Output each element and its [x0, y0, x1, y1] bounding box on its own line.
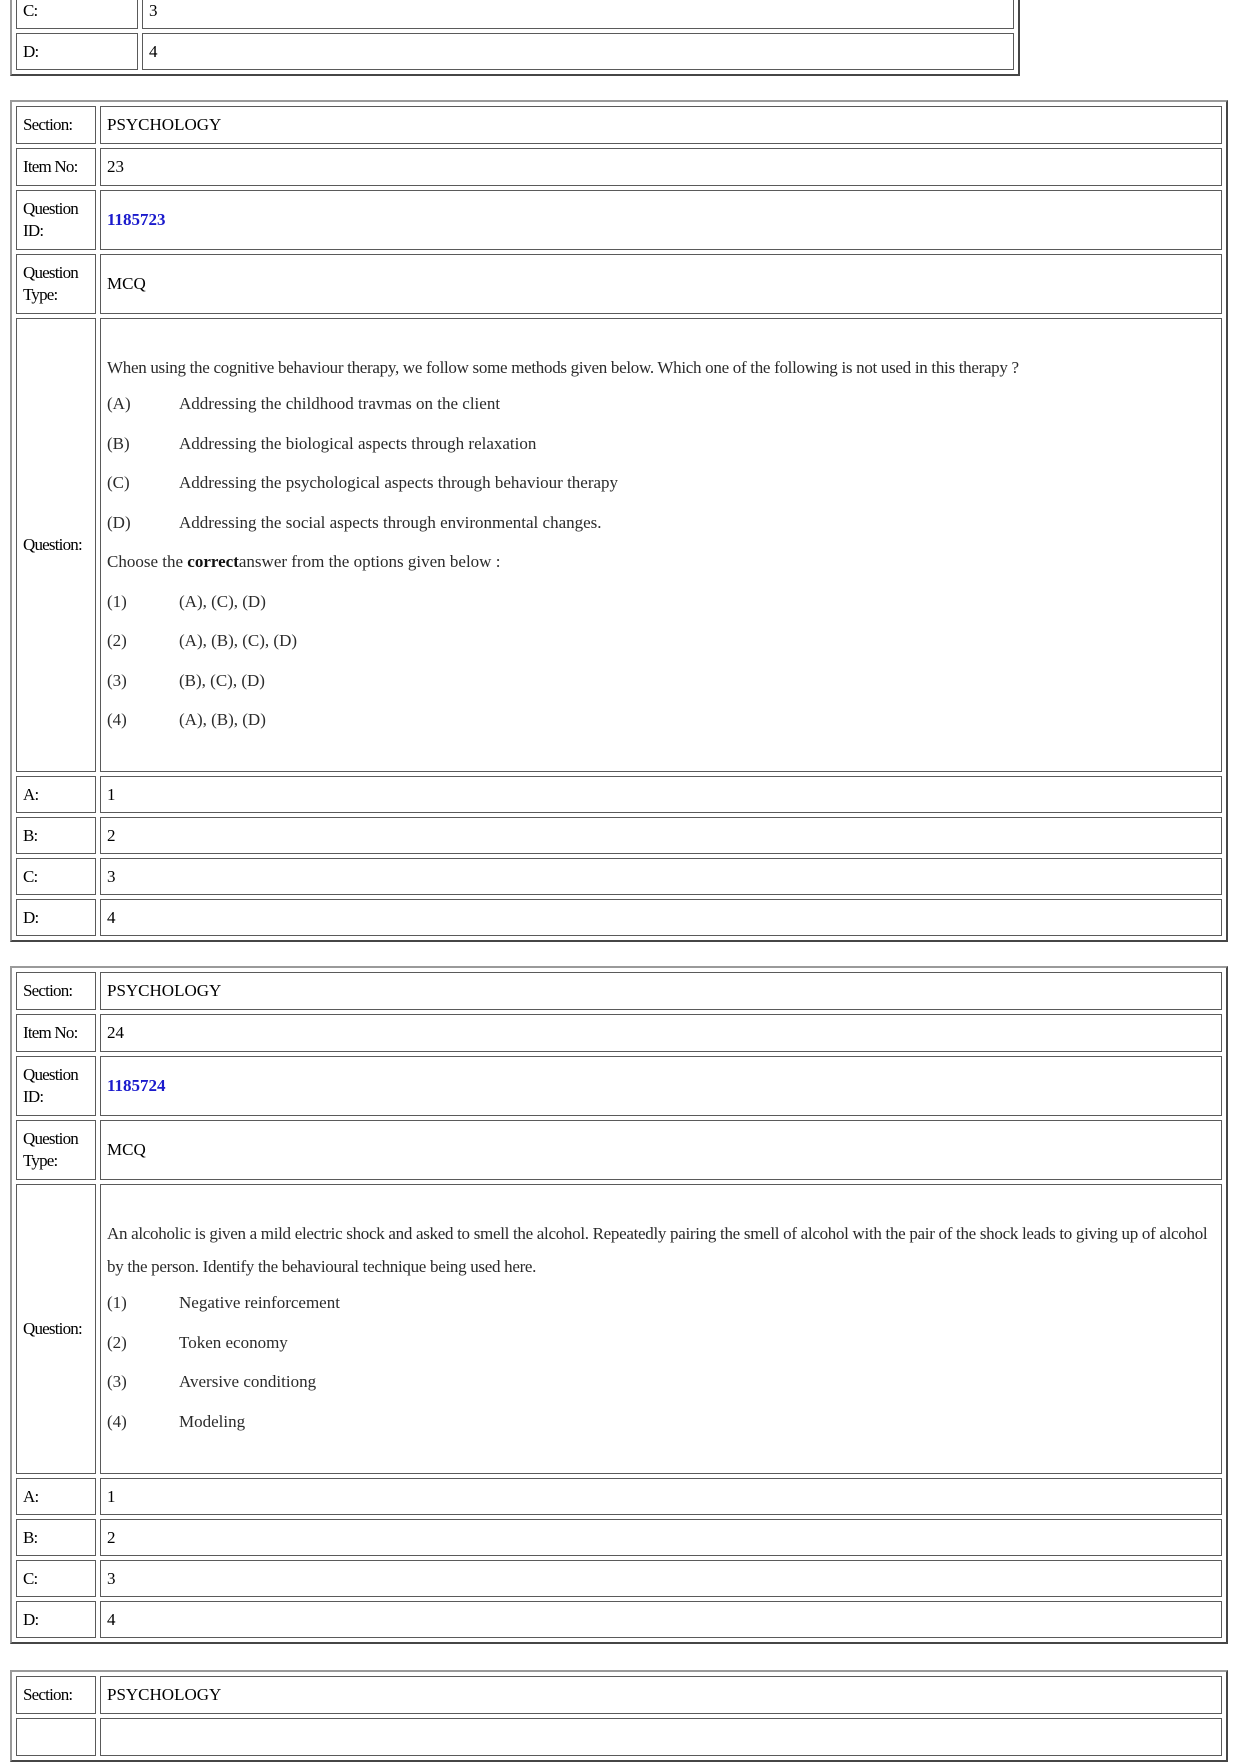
prev-question-table — [10, 0, 1020, 76]
option-row-d — [16, 899, 1222, 936]
question-id-row — [16, 190, 1222, 250]
statement-b: (B) Addressing the biological aspects through relaxation — [107, 433, 537, 453]
item-no-label: Item No: — [16, 148, 96, 186]
item-no-row — [16, 1718, 1222, 1756]
option-d-value: 4 — [100, 1601, 1222, 1638]
item-no-label — [16, 1718, 96, 1756]
question-label: Question: — [16, 1184, 96, 1474]
question-type-row — [16, 1120, 1222, 1180]
section-value: PSYCHOLOGY — [100, 106, 1222, 144]
item-no-value: 23 — [100, 148, 1222, 186]
option-row-d — [16, 33, 1014, 70]
instruction-bold: correct — [187, 552, 239, 571]
question-row — [16, 318, 1222, 772]
question-id-label: Question ID: — [16, 190, 96, 250]
item-no-value — [100, 1718, 1222, 1756]
question-type-label: Question Type: — [16, 254, 96, 314]
question-type-label: Question Type: — [16, 1120, 96, 1180]
choice-1: (1) (A), (C), (D) — [107, 591, 266, 611]
section-row — [16, 106, 1222, 144]
question-id-label: Question ID: — [16, 1056, 96, 1116]
option-c-value: 3 — [100, 858, 1222, 895]
question-table-25 — [10, 1670, 1228, 1762]
option-d-value: 4 — [100, 899, 1222, 936]
question-stem: When using the cognitive behaviour therapy, we follow some methods given below. Which one of the following is not used in this therapy ? — [107, 357, 1019, 377]
choice-3: (3) Aversive conditiong — [107, 1372, 317, 1392]
option-d-value: 4 — [142, 33, 1014, 70]
choice-3: (3) (B), (C), (D) — [107, 670, 265, 690]
option-row-c — [16, 858, 1222, 895]
question-type-row — [16, 254, 1222, 314]
statement-c: (C) Addressing the psychological aspects through behaviour therapy — [107, 473, 619, 492]
option-c-label: C: — [16, 858, 96, 895]
option-row-b — [16, 1519, 1222, 1556]
option-c-label: C: — [16, 0, 138, 29]
question-id-value: 1185724 — [100, 1056, 1222, 1116]
option-a-value: 1 — [100, 1478, 1222, 1515]
question-table-23 — [10, 100, 1228, 942]
option-row-c — [16, 1560, 1222, 1597]
option-row-b — [16, 817, 1222, 854]
option-a-value: 1 — [100, 776, 1222, 813]
statement-d: (D) Addressing the social aspects through environmental changes. — [107, 512, 602, 532]
section-row — [16, 1676, 1222, 1714]
question-content — [100, 318, 1222, 772]
section-value: PSYCHOLOGY — [100, 972, 1222, 1010]
choice-2: (2) Token economy — [107, 1332, 288, 1352]
question-label: Question: — [16, 318, 96, 772]
question-table-24 — [10, 966, 1228, 1644]
option-b-label: B: — [16, 1519, 96, 1556]
option-d-label: D: — [16, 33, 138, 70]
option-c-label: C: — [16, 1560, 96, 1597]
item-no-label: Item No: — [16, 1014, 96, 1052]
statement-a: (A) Addressing the childhood travmas on the client — [107, 394, 501, 413]
question-stem: An alcoholic is given a mild electric shock and asked to smell the alcohol. Repeatedly pairing the smell of alcohol with the pair of the shock leads to giving up of alcohol by the person. Identify the behavioural technique being used here. — [107, 1224, 1208, 1276]
option-row-d — [16, 1601, 1222, 1638]
item-no-row — [16, 1014, 1222, 1052]
question-id-row — [16, 1056, 1222, 1116]
option-d-label: D: — [16, 899, 96, 936]
choice-2: (2) (A), (B), (C), (D) — [107, 631, 298, 650]
option-d-label: D: — [16, 1601, 96, 1638]
section-row — [16, 972, 1222, 1010]
option-c-value: 3 — [100, 1560, 1222, 1597]
section-label: Section: — [16, 972, 96, 1010]
instruction-line — [107, 542, 1215, 582]
item-no-row — [16, 148, 1222, 186]
instruction-pre: Choose the — [107, 552, 184, 571]
choice-4: (4) Modeling — [107, 1411, 246, 1431]
section-label: Section: — [16, 106, 96, 144]
choice-1: (1) Negative reinforcement — [107, 1293, 340, 1313]
item-no-value: 24 — [100, 1014, 1222, 1052]
question-type-value: MCQ — [100, 254, 1222, 314]
option-b-value: 2 — [100, 1519, 1222, 1556]
option-c-value: 3 — [142, 0, 1014, 29]
section-value: PSYCHOLOGY — [100, 1676, 1222, 1714]
question-type-value: MCQ — [100, 1120, 1222, 1180]
option-b-value: 2 — [100, 817, 1222, 854]
question-id-value: 1185723 — [100, 190, 1222, 250]
option-row-a — [16, 776, 1222, 813]
question-row — [16, 1184, 1222, 1474]
section-label: Section: — [16, 1676, 96, 1714]
choice-4: (4) (A), (B), (D) — [107, 710, 266, 729]
question-content — [100, 1184, 1222, 1474]
option-row-a — [16, 1478, 1222, 1515]
option-a-label: A: — [16, 776, 96, 813]
option-b-label: B: — [16, 817, 96, 854]
instruction-post: answer from the options given below : — [238, 552, 501, 571]
option-a-label: A: — [16, 1478, 96, 1515]
option-row-c — [16, 0, 1014, 29]
